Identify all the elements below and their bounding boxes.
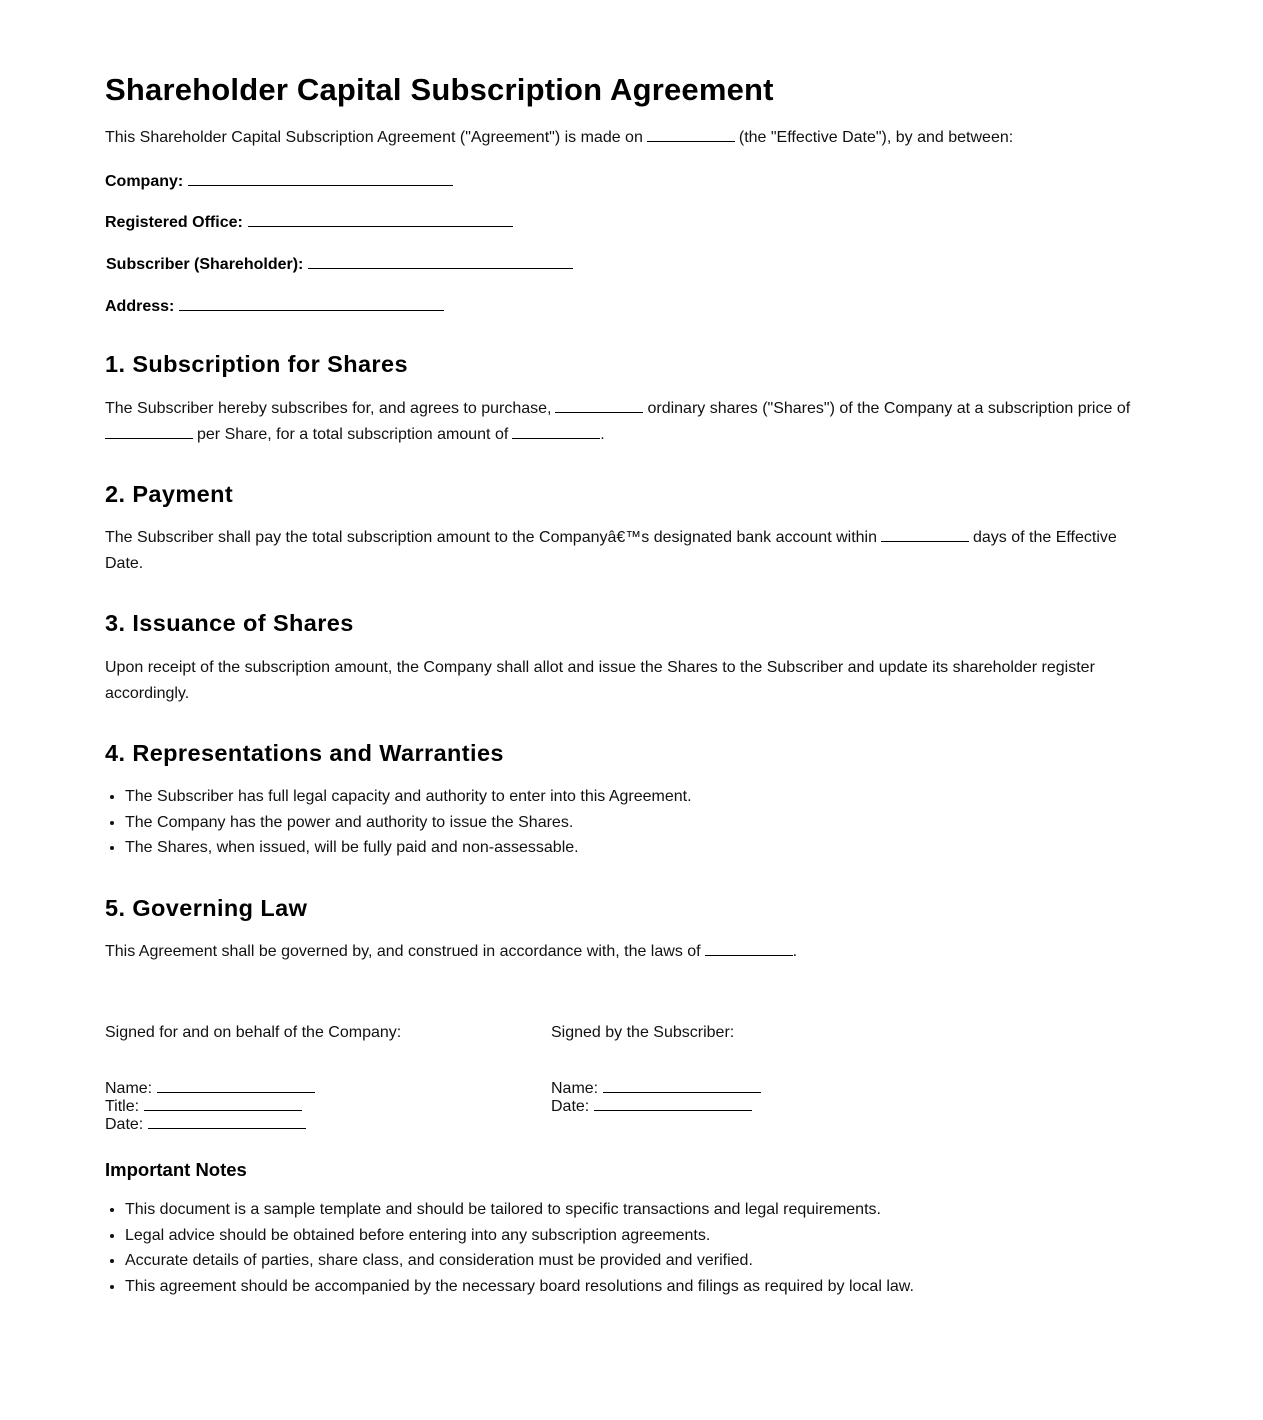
- company-signatory-title-blank[interactable]: [144, 1096, 302, 1111]
- company-label: Company:: [105, 173, 184, 190]
- registered-office-blank[interactable]: [248, 212, 513, 227]
- company-sign-date-blank[interactable]: [148, 1114, 306, 1129]
- company-sign-name-row: [105, 1078, 401, 1096]
- company-blank[interactable]: [188, 171, 453, 186]
- subscriber-sign-name-row: [551, 1078, 765, 1096]
- company-signature-heading: Signed for and on behalf of the Company:: [105, 1024, 402, 1041]
- company-signatory-name-blank[interactable]: [157, 1078, 315, 1093]
- s1-text-1: The Subscriber hereby subscribes for, and agrees to purchase,: [105, 400, 552, 417]
- party-company: [105, 171, 457, 191]
- company-sign-date-row: [105, 1114, 401, 1132]
- address-blank[interactable]: [179, 296, 444, 311]
- s5-text-1: This Agreement shall be governed by, and construed in accordance with, the laws of: [105, 943, 701, 960]
- list-item: • Accurate details of parties, share class, and consideration must be provided and verified.: [125, 1248, 914, 1274]
- company-title-label: Title:: [105, 1098, 140, 1115]
- intro-text-start: This Shareholder Capital Subscription Agreement ("Agreement") is made on: [105, 129, 643, 146]
- section-1-paragraph: [105, 396, 1140, 447]
- document-title: Shareholder Capital Subscription Agreement: [105, 72, 774, 107]
- s1-text-4: .: [600, 425, 605, 443]
- list-item: • Legal advice should be obtained before entering into any subscription agreements.: [125, 1223, 914, 1249]
- subscriber-date-label: Date:: [551, 1098, 590, 1115]
- important-notes-list: [105, 1197, 914, 1300]
- section-4-heading: 4. Representations and Warranties: [105, 740, 504, 766]
- total-amount-blank[interactable]: [512, 424, 600, 439]
- party-registered-office: [105, 212, 517, 232]
- intro-paragraph: [105, 125, 1140, 151]
- s2-text-1: The Subscriber shall pay the total subscription amount to the Companyâ€™s designated bank account within: [105, 529, 877, 546]
- company-signature-block: [105, 1024, 401, 1132]
- section-5-paragraph: [105, 939, 1140, 965]
- company-name-label: Name:: [105, 1080, 153, 1097]
- warranties-list: [105, 784, 692, 861]
- list-item: • The Subscriber has full legal capacity and authority to enter into this Agreement.: [125, 784, 692, 810]
- price-per-share-blank[interactable]: [105, 424, 193, 439]
- s5-text-2: .: [792, 943, 798, 960]
- registered-office-label: Registered Office:: [105, 214, 243, 231]
- address-label: Address:: [105, 298, 175, 315]
- subscriber-signature-heading: Signed by the Subscriber:: [551, 1024, 735, 1041]
- intro-text-end: (the "Effective Date"), by and between:: [738, 129, 1014, 146]
- section-2-heading: 2. Payment: [105, 481, 234, 507]
- list-item: • This agreement should be accompanied by the necessary board resolutions and filings as required by local law.: [125, 1274, 914, 1300]
- section-1-heading: 1. Subscription for Shares: [105, 351, 408, 377]
- company-date-label: Date:: [105, 1116, 144, 1133]
- subscriber-blank[interactable]: [308, 254, 573, 269]
- s1-text-2: ordinary shares ("Shares") of the Company at a subscription price of: [647, 400, 1131, 417]
- subscriber-signatory-name-blank[interactable]: [603, 1078, 761, 1093]
- list-item: • This document is a sample template and should be tailored to specific transactions and legal requirements.: [125, 1197, 914, 1223]
- party-subscriber: [106, 254, 577, 274]
- section-2-paragraph: [105, 525, 1140, 576]
- section-5-heading: 5. Governing Law: [105, 895, 308, 921]
- subscriber-sign-date-blank[interactable]: [594, 1096, 752, 1111]
- list-item: • The Shares, when issued, will be fully paid and non-assessable.: [125, 835, 692, 861]
- list-item: • The Company has the power and authority to issue the Shares.: [125, 810, 692, 836]
- company-sign-title-row: [105, 1096, 401, 1114]
- governing-law-blank[interactable]: [705, 941, 793, 956]
- subscriber-name-label: Name:: [551, 1080, 599, 1097]
- important-notes-heading: Important Notes: [105, 1159, 247, 1180]
- effective-date-blank[interactable]: [647, 127, 735, 142]
- number-of-shares-blank[interactable]: [555, 398, 643, 413]
- s2-text-2: days of the Effective Date.: [105, 529, 1117, 572]
- s1-text-3: per Share, for a total subscription amount of: [197, 425, 509, 443]
- party-address: [105, 296, 448, 316]
- subscriber-label: Subscriber (Shareholder):: [106, 256, 304, 273]
- subscriber-sign-date-row: [551, 1096, 765, 1114]
- section-3-heading: 3. Issuance of Shares: [105, 610, 354, 636]
- subscriber-signature-block: [551, 1024, 765, 1114]
- payment-days-blank[interactable]: [881, 527, 969, 542]
- section-3-paragraph: Upon receipt of the subscription amount, the Company shall allot and issue the Shares to the Subscriber and update its shareholder register accordingly.: [105, 659, 1095, 702]
